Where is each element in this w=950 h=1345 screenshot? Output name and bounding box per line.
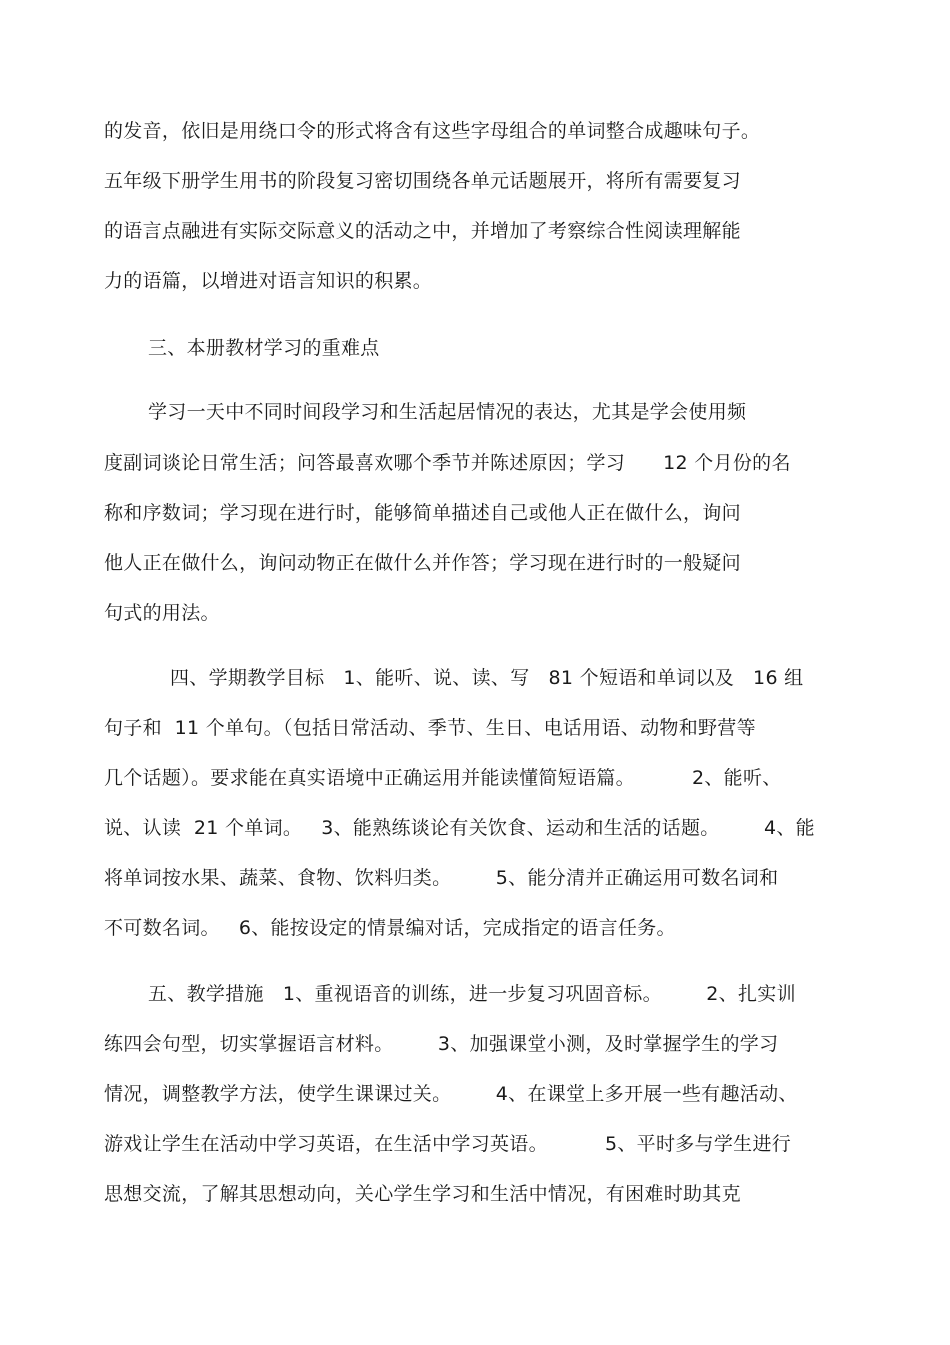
- text-line: 五年级下册学生用书的阶段复习密切围绕各单元话题展开，将所有需要复习: [104, 170, 741, 192]
- text-line: 将单词按水果、蔬菜、食物、饮料归类。 5、能分清并正确运用可数名词和: [104, 867, 779, 889]
- section-heading: 四、学期教学目标 1、能听、说、读、写 81 个短语和单词以及 16 组: [170, 667, 804, 689]
- text-line: 游戏让学生在活动中学习英语，在生活中学习英语。 5、平时多与学生进行: [104, 1133, 792, 1155]
- text-line: 练四会句型，切实掌握语言材料。 3、加强课堂小测，及时掌握学生的学习: [104, 1033, 779, 1055]
- text-line: 不可数名词。 6、能按设定的情景编对话，完成指定的语言任务。: [104, 917, 676, 939]
- text-line: 句子和 11 个单句。（包括日常活动、季节、生日、电话用语、动物和野营等: [104, 717, 756, 739]
- text-line: 学习一天中不同时间段学习和生活起居情况的表达，尤其是学会使用频: [148, 401, 747, 423]
- text-line: 说、认读 21 个单词。 3、能熟练谈论有关饮食、运动和生活的话题。 4、能: [104, 817, 815, 839]
- text-line: 度副词谈论日常生活；问答最喜欢哪个季节并陈述原因；学习 12 个月份的名: [104, 452, 791, 474]
- text-line: 句式的用法。: [104, 602, 220, 624]
- section-heading: 三、本册教材学习的重难点: [148, 337, 380, 359]
- text-line: 思想交流，了解其思想动向，关心学生学习和生活中情况，有困难时助其克: [104, 1183, 741, 1205]
- text-line: 几个话题）。要求能在真实语境中正确运用并能读懂简短语篇。 2、能听、: [104, 767, 782, 789]
- text-line: 情况，调整教学方法，使学生课课过关。 4、在课堂上多开展一些有趣活动、: [104, 1083, 798, 1105]
- text-line: 的发音，依旧是用绕口令的形式将含有这些字母组合的单词整合成趣味句子。: [104, 120, 761, 142]
- section-heading: 五、教学措施 1、重视语音的训练，进一步复习巩固音标。 2、扎实训: [148, 983, 796, 1005]
- text-line: 力的语篇，以增进对语言知识的积累。: [104, 270, 433, 292]
- text-line: 称和序数词；学习现在进行时，能够简单描述自己或他人正在做什么，询问: [104, 502, 741, 524]
- text-line: 他人正在做什么，询问动物正在做什么并作答；学习现在进行时的一般疑问: [104, 552, 741, 574]
- text-line: 的语言点融进有实际交际意义的活动之中，并增加了考察综合性阅读理解能: [104, 220, 741, 242]
